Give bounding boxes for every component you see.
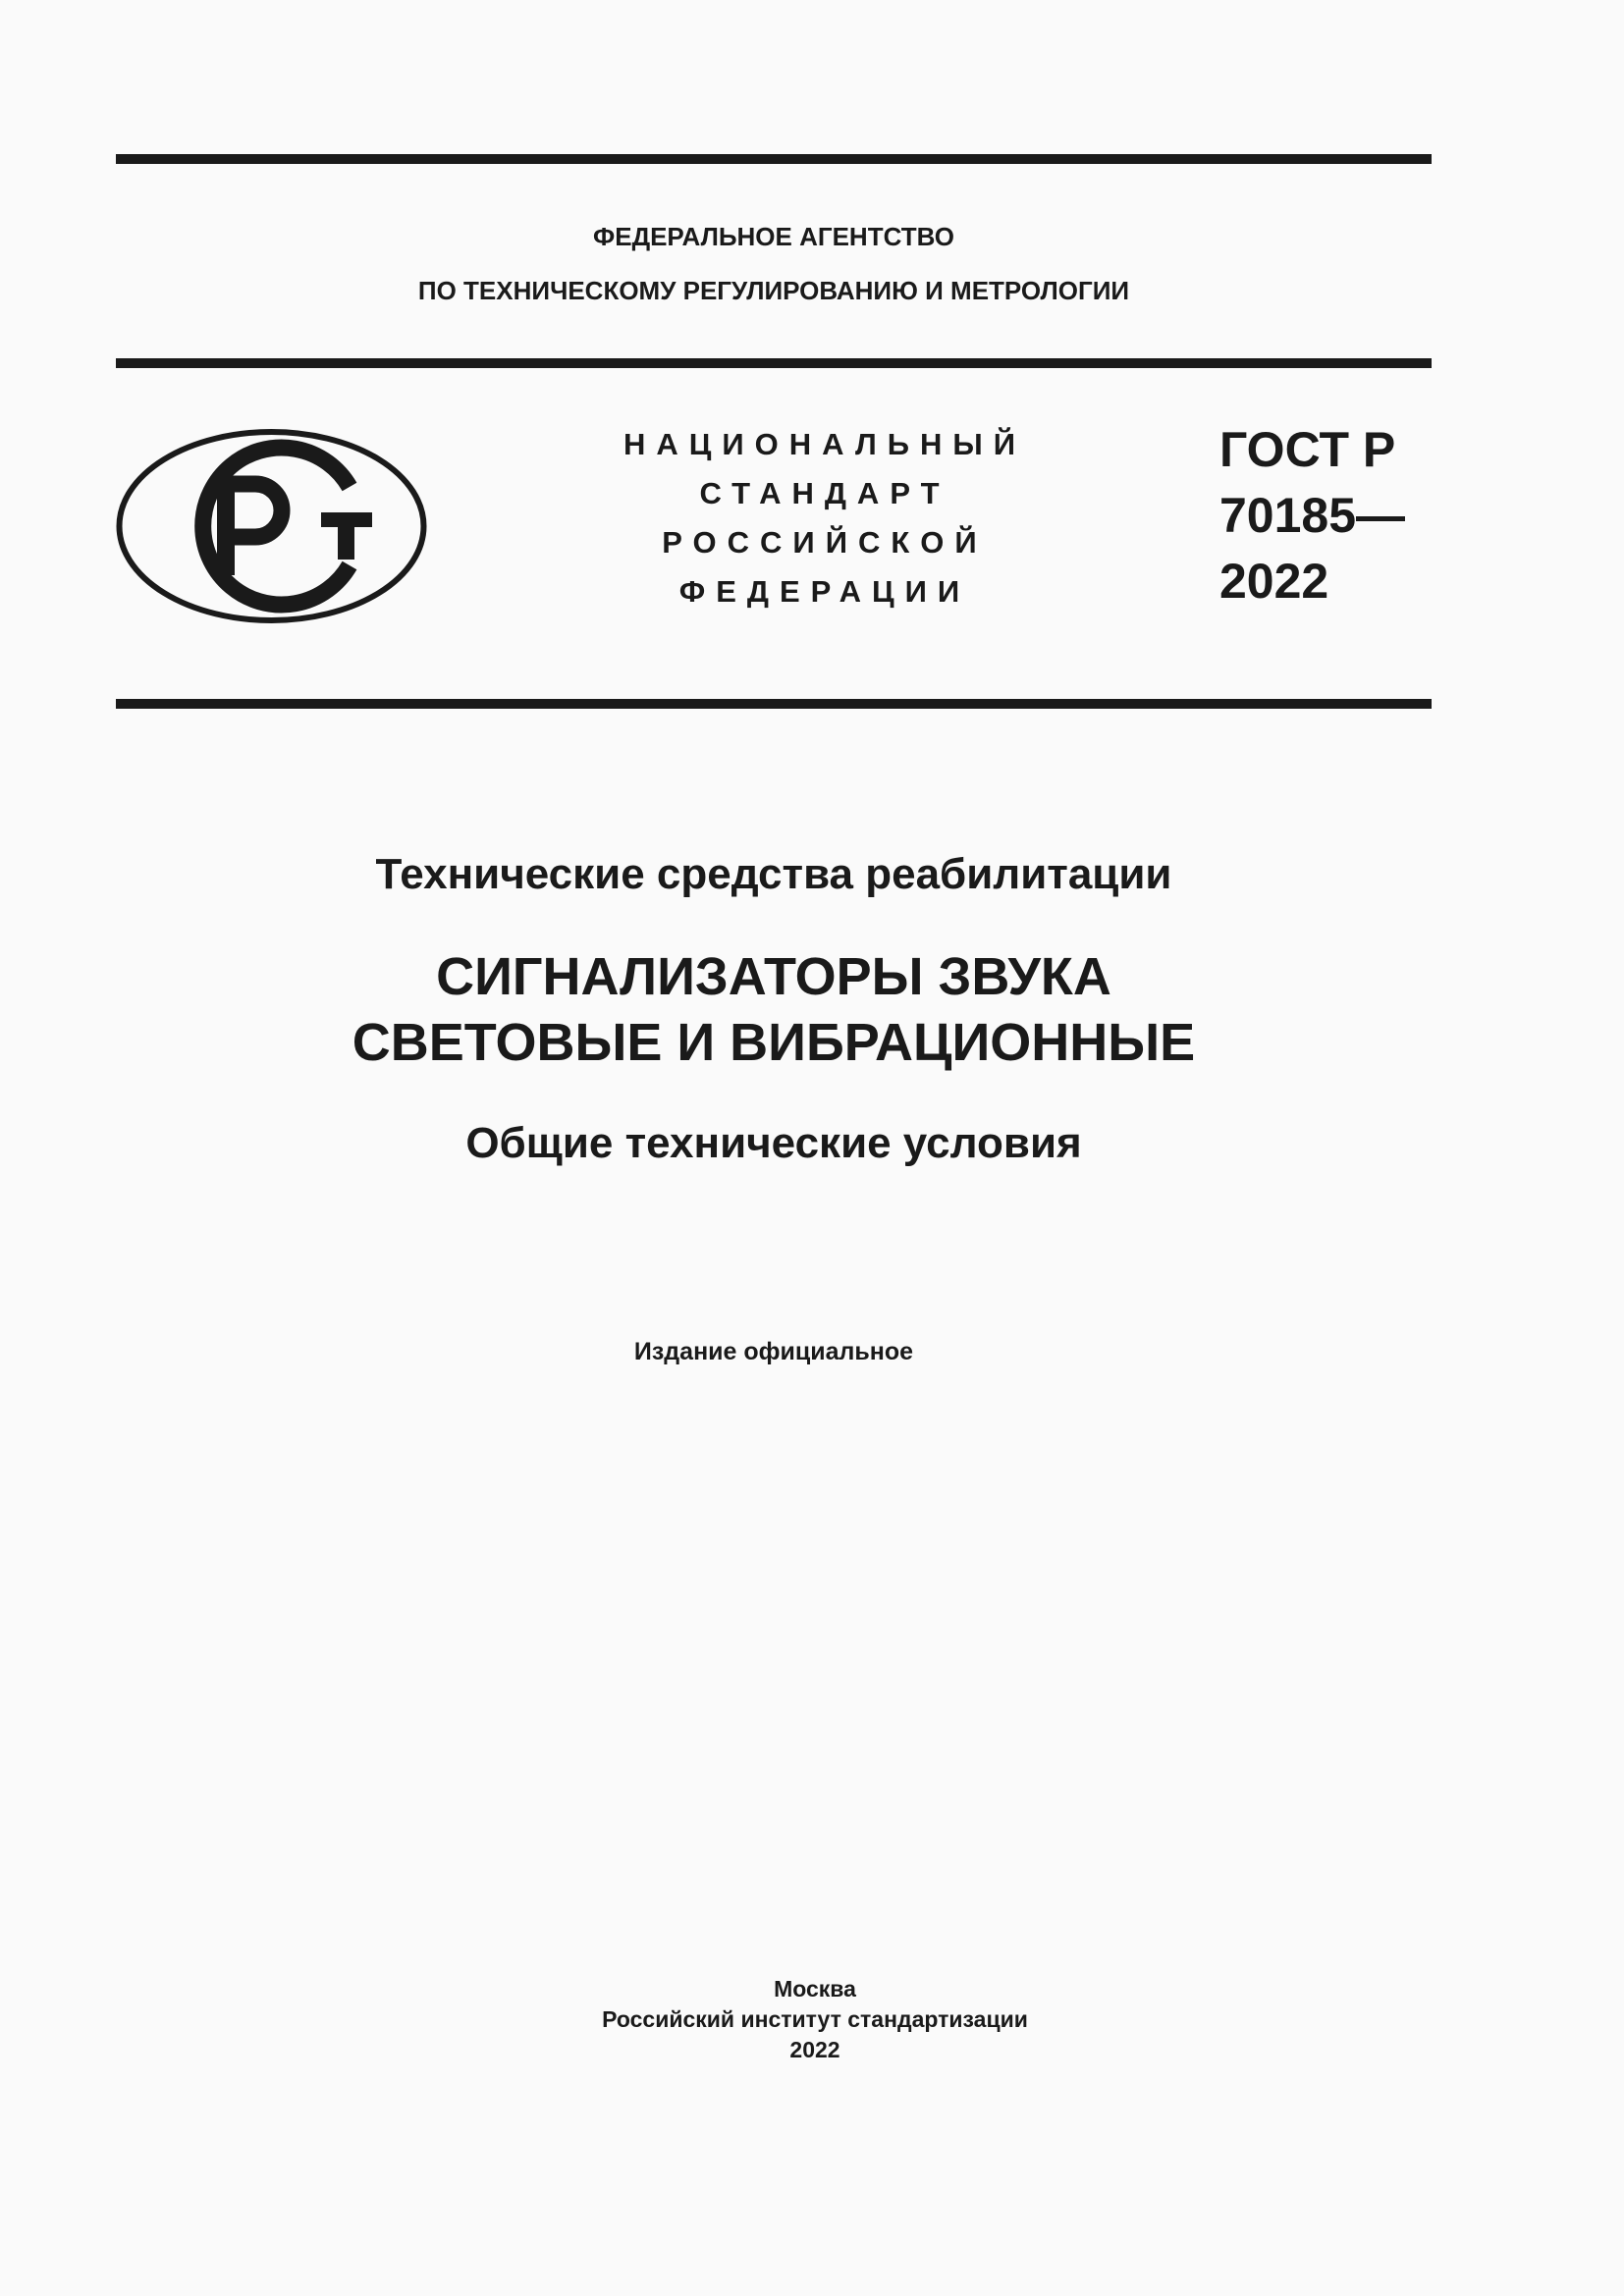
document-main-title-line-1: СИГНАЛИЗАТОРЫ ЗВУКА <box>436 947 1111 1006</box>
document-group-title: Технические средства реабилитации <box>375 850 1172 898</box>
standard-type-line-3: РОССИЙСКОЙ <box>662 525 988 560</box>
agency-name-line-2: ПО ТЕХНИЧЕСКОМУ РЕГУЛИРОВАНИЮ И МЕТРОЛОГИИ <box>417 276 1130 305</box>
document-main-title-line-2: СВЕТОВЫЕ И ВИБРАЦИОННЫЕ <box>352 1013 1196 1072</box>
standard-type-line-4: ФЕДЕРАЦИИ <box>678 574 971 609</box>
standard-designation-line-3: 2022 <box>1219 554 1329 609</box>
standard-type-line-1: НАЦИОНАЛЬНЫЙ <box>623 427 1027 461</box>
imprint-publisher: Российский институт стандартизации <box>602 2006 1028 2032</box>
standard-designation-line-1: ГОСТ Р <box>1219 422 1396 477</box>
top-rule <box>116 154 1432 164</box>
title-divider-rule <box>116 699 1432 709</box>
standard-type-line-2: СТАНДАРТ <box>699 476 950 510</box>
document-subtitle: Общие технические условия <box>465 1119 1082 1167</box>
edition-note: Издание официальное <box>633 1338 914 1365</box>
gost-r-conformity-mark-icon <box>116 428 427 624</box>
agency-name-line-1: ФЕДЕРАЛЬНОЕ АГЕНТСТВО <box>593 222 954 251</box>
imprint-year: 2022 <box>789 2037 840 2062</box>
standard-designation-line-2: 70185— <box>1219 488 1406 543</box>
imprint-city: Москва <box>774 1976 856 2002</box>
header-divider-rule <box>116 358 1432 368</box>
